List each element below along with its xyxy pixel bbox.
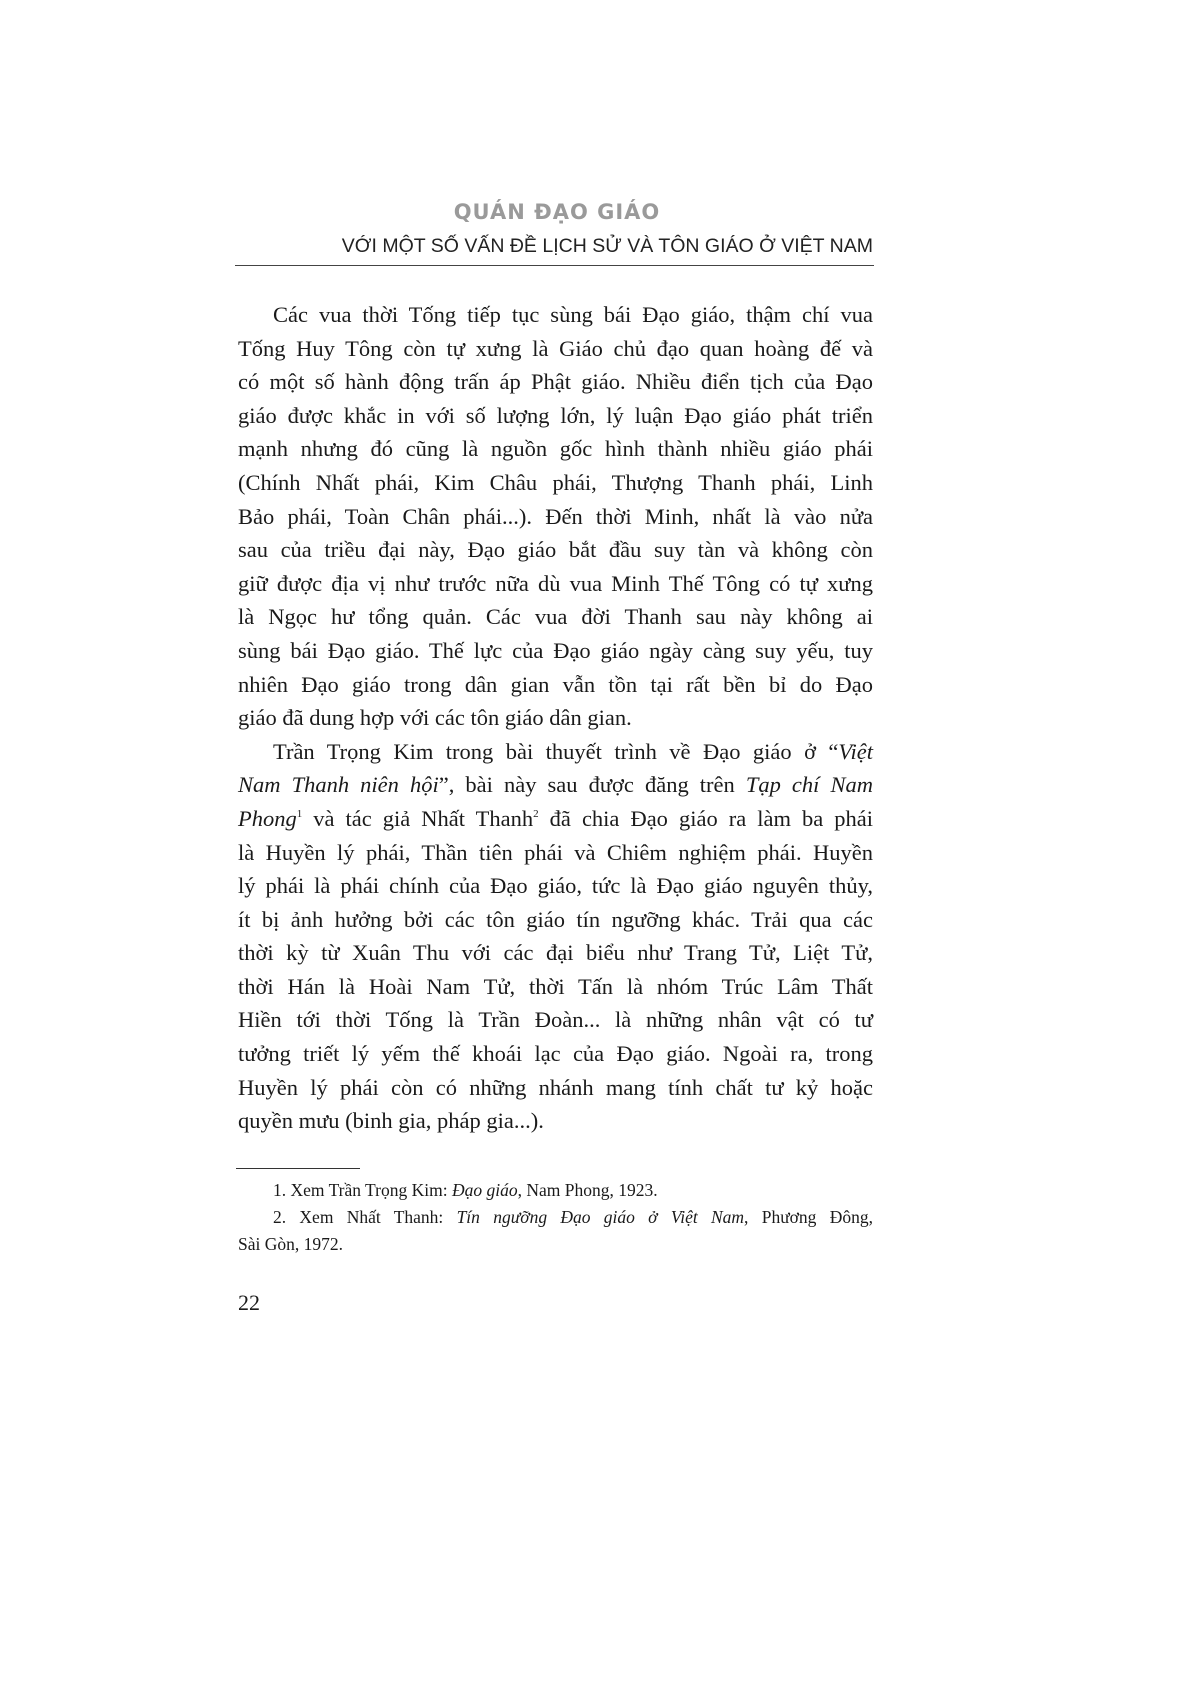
text-line	[238, 1177, 873, 1204]
text-line	[238, 365, 873, 399]
text-run: , Nam Phong, 1923.	[517, 1180, 658, 1200]
text-run: Tín ngưỡng Đạo giáo ở Việt Nam	[456, 1207, 745, 1227]
text-run: sùng bái Đạo giáo. Thế lực của Đạo giáo ngày càng suy yếu, tuy	[238, 637, 873, 663]
text-run: 1. Xem Trần Trọng Kim:	[273, 1180, 452, 1200]
text-line	[238, 600, 873, 634]
text-run: đã chia Đạo giáo ra làm ba phái	[538, 805, 873, 831]
text-run: thời Hán là Hoài Nam Tử, thời Tấn là nhóm Trúc Lâm Thất	[238, 973, 873, 999]
running-header-subtitle: VỚI MỘT SỐ VẤN ĐỀ LỊCH SỬ VÀ TÔN GIÁO Ở VIỆT NAM	[341, 235, 873, 257]
text-run: Đạo giáo	[451, 1180, 518, 1200]
text-line	[238, 1071, 873, 1105]
text-line	[238, 1231, 873, 1258]
text-run: giáo được khắc in với số lượng lớn, lý luận Đạo giáo phát triển	[238, 402, 873, 428]
text-run: 2. Xem Nhất Thanh:	[273, 1207, 457, 1227]
text-run: (Chính Nhất phái, Kim Châu phái, Thượng Thanh phái, Linh	[238, 469, 873, 495]
text-run: Hiền tới thời Tống là Trần Đoàn... là những nhân vật có tư	[238, 1007, 873, 1033]
text-line	[238, 869, 873, 903]
text-line	[238, 399, 873, 433]
text-run: Phong	[238, 805, 297, 831]
text-run: nhiên Đạo giáo trong dân gian vẫn tồn tại rất bền bỉ do Đạo	[238, 671, 873, 697]
text-run: thời kỳ từ Xuân Thu với các đại biểu như Trang Tử, Liệt Tử,	[238, 940, 873, 966]
text-line	[238, 768, 873, 802]
text-line	[238, 903, 873, 937]
text-line	[238, 432, 873, 466]
text-run: tưởng triết lý yếm thế khoái lạc của Đạo giáo. Ngoài ra, trong	[238, 1041, 873, 1067]
text-run: giáo đã dung hợp với các tôn giáo dân gian.	[238, 705, 632, 731]
text-run: , Phương Đông,	[744, 1207, 873, 1227]
text-run: sau của triều đại này, Đạo giáo bắt đầu suy tàn và không còn	[238, 537, 873, 563]
text-run: Việt	[838, 738, 873, 764]
text-run: và tác giả Nhất Thanh	[302, 805, 534, 831]
text-line	[238, 1204, 873, 1231]
text-run: là Huyền lý phái, Thần tiên phái và Chiêm nghiệm phái. Huyền	[238, 839, 873, 865]
text-line	[238, 466, 873, 500]
footnote-rule	[236, 1168, 360, 1169]
text-run: giữ được địa vị như trước nữa dù vua Minh Thế Tông có tự xưng	[238, 570, 873, 596]
text-line	[238, 1104, 873, 1138]
text-run: mạnh nhưng đó cũng là nguồn gốc hình thành nhiều giáo phái	[238, 436, 873, 462]
paragraph	[238, 735, 873, 1138]
text-run: Huyền lý phái còn có những nhánh mang tính chất tư kỷ hoặc	[238, 1074, 873, 1100]
text-run: Sài Gòn, 1972.	[238, 1234, 343, 1254]
text-line	[238, 936, 873, 970]
text-run: Bảo phái, Toàn Chân phái...). Đến thời Minh, nhất là vào nửa	[238, 503, 873, 529]
footnote	[238, 1204, 873, 1258]
text-line	[238, 567, 873, 601]
text-line	[238, 298, 873, 332]
text-run: Trần Trọng Kim trong bài thuyết trình về Đạo giáo ở “	[273, 738, 839, 764]
running-header-title: QUÁN ĐẠO GIÁO	[453, 200, 661, 224]
text-line	[238, 634, 873, 668]
footnote-ref: 2	[533, 807, 539, 820]
text-run: Tạp chí Nam	[745, 772, 873, 798]
text-run: có một số hành động trấn áp Phật giáo. Nhiều điển tịch của Đạo	[238, 369, 873, 395]
paragraph	[238, 298, 873, 735]
text-run: quyền mưu (binh gia, pháp gia...).	[238, 1108, 544, 1134]
text-line	[238, 500, 873, 534]
text-line	[238, 533, 873, 567]
text-run: Các vua thời Tống tiếp tục sùng bái Đạo giáo, thậm chí vua	[273, 302, 873, 327]
text-run: ”, bài này sau được đăng trên	[438, 772, 746, 798]
text-line	[238, 836, 873, 870]
text-line	[238, 701, 873, 735]
text-run: Tống Huy Tông còn tự xưng là Giáo chủ đạo quan hoàng đế và	[238, 335, 873, 361]
text-line	[238, 1003, 873, 1037]
text-run: lý phái là phái chính của Đạo giáo, tức là Đạo giáo nguyên thủy,	[238, 873, 873, 899]
text-line	[238, 668, 873, 702]
footnote-ref: 1	[296, 807, 303, 820]
text-run: Nam Thanh niên hội	[238, 772, 439, 798]
footnotes	[238, 1177, 873, 1258]
text-line	[238, 802, 873, 836]
header-rule	[235, 265, 874, 266]
text-line	[238, 332, 873, 366]
text-line	[238, 735, 873, 769]
body-text	[238, 298, 873, 1138]
footnote	[238, 1177, 873, 1204]
text-line	[238, 1037, 873, 1071]
text-run: là Ngọc hư tổng quản. Các vua đời Thanh sau này không ai	[238, 604, 873, 630]
text-run: ít bị ảnh hưởng bởi các tôn giáo tín ngưỡng khác. Trải qua các	[238, 906, 873, 932]
text-line	[238, 970, 873, 1004]
page-number: 22	[238, 1290, 260, 1315]
